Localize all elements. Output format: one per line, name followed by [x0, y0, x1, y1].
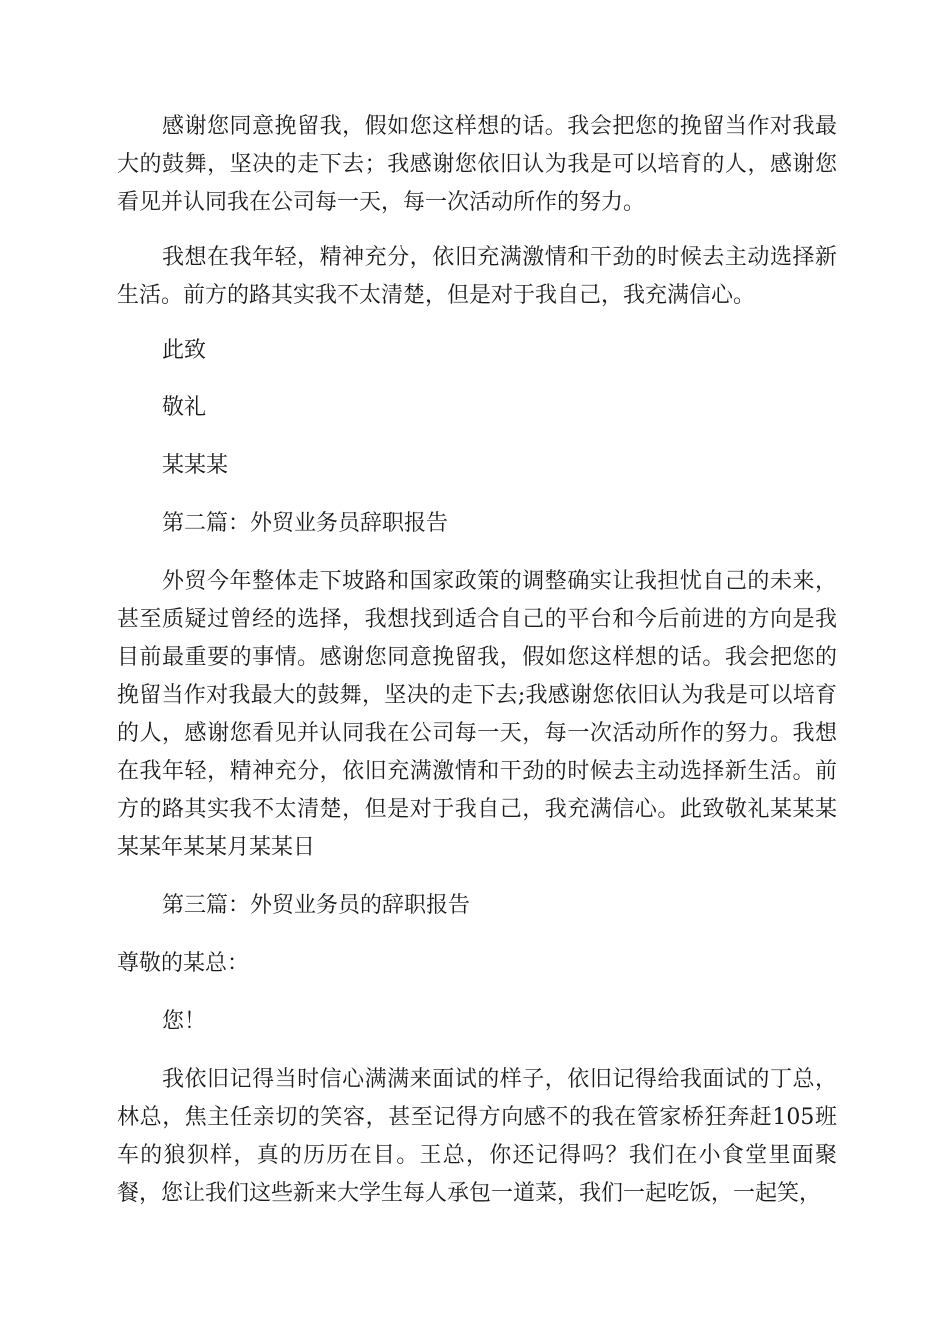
section-heading-2: 第二篇：外贸业务员辞职报告	[162, 511, 449, 536]
paragraph-memories: 我依旧记得当时信心满满来面试的样子，依旧记得给我面试的丁总，林总，焦主任亲切的笑容，甚至记得方向感不的我在管家桥狂奔赶105班车的狼狈样，真的历历在目。王总，你还记得吗？我们在小食堂里面聚餐，您让我们这些新来大学生每人承包一道菜，我们一起吃饭，一起笑，	[117, 1067, 837, 1206]
greeting: 您！	[162, 1009, 207, 1034]
document-body	[117, 108, 837, 1213]
closing-cizhi: 此致	[162, 338, 207, 363]
paragraph-section-2-body: 外贸今年整体走下坡路和国家政策的调整确实让我担忧自己的未来，甚至质疑过曾经的选择，我想找到适合自己的平台和今后前进的方向是我目前最重要的事情。感谢您同意挽留我，假如您这样想的话。我会把您的挽留当作对我最大的鼓舞，坚决的走下去;我感谢您依旧认为我是可以培育的人，感谢您看见并认同我在公司每一天，每一次活动所作的努力。我想在我年轻，精神充分，依旧充满激情和干劲的时候去主动选择新生活。前方的路其实我不太清楚，但是对于我自己，我充满信心。此致敬礼某某某某某年某某月某某日	[117, 569, 837, 860]
paragraph-new-life: 我想在我年轻，精神充分，依旧充满激情和干劲的时候去主动选择新生活。前方的路其实我不太清楚，但是对于我自己，我充满信心。	[117, 245, 837, 308]
paragraph-gratitude: 感谢您同意挽留我，假如您这样想的话。我会把您的挽留当作对我最大的鼓舞，坚决的走下去；我感谢您依旧认为我是可以培育的人，感谢您看见并认同我在公司每一天，每一次活动所作的努力。	[117, 114, 837, 215]
closing-jingli: 敬礼	[162, 395, 207, 420]
signature: 某某某	[162, 453, 229, 478]
section-heading-3: 第三篇：外贸业务员的辞职报告	[162, 893, 471, 918]
salutation: 尊敬的某总：	[117, 951, 250, 976]
